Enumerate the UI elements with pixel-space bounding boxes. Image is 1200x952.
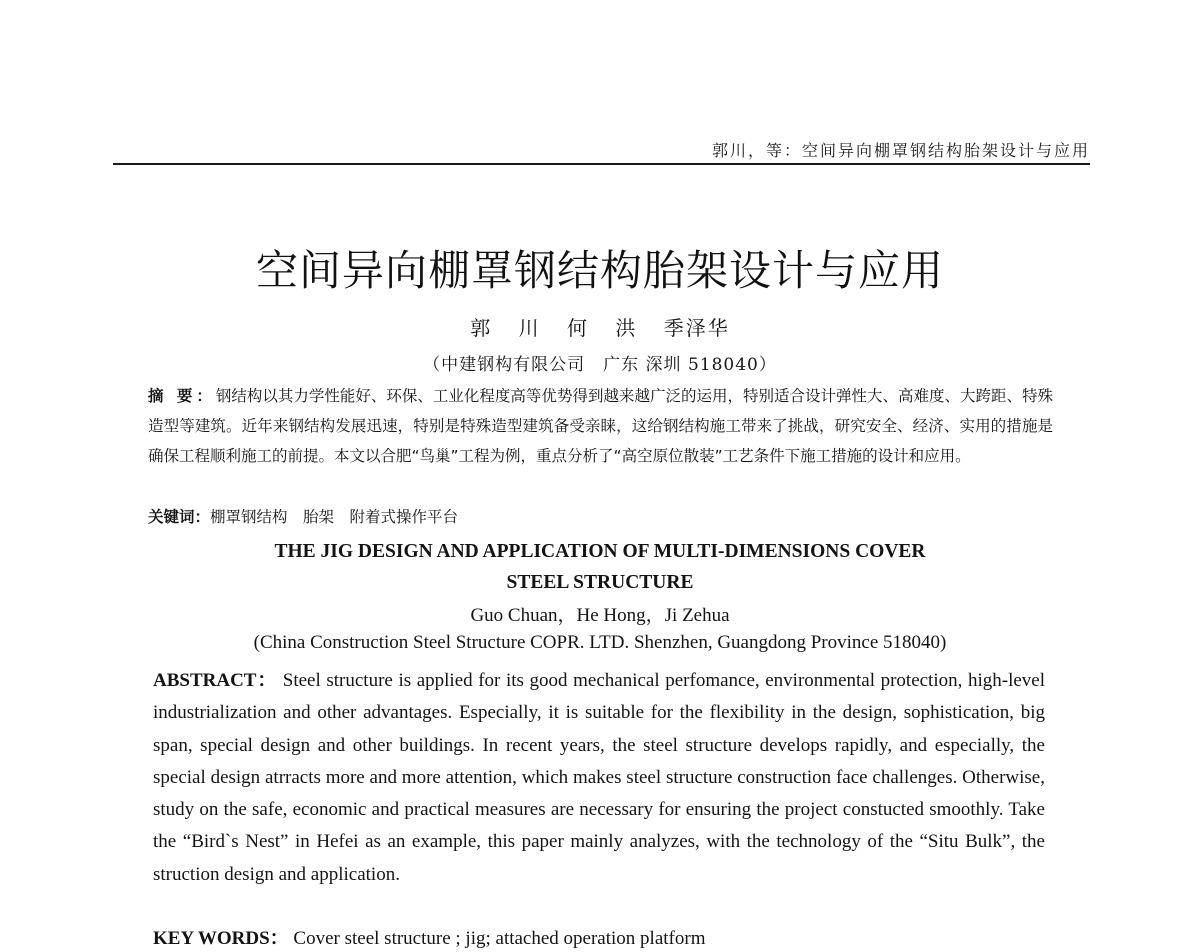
en-title — [0, 536, 1200, 598]
en-title-line1: THE JIG DESIGN AND APPLICATION OF MULTI-DIMENSIONS COVER — [274, 541, 926, 562]
en-abstract-label: ABSTRACT： — [153, 670, 278, 691]
cn-keywords — [148, 505, 458, 527]
en-keywords-text: Cover steel structure ; jig; attached operation platform — [293, 928, 706, 949]
en-abstract — [153, 665, 1045, 891]
cn-authors: 郭 川 何 洪 季泽华 — [470, 316, 730, 340]
cn-keywords-label: 关键词： — [148, 508, 211, 526]
running-header: 郭川，等：空间异向棚罩钢结构胎架设计与应用 — [711, 141, 1090, 160]
cn-keywords-text: 棚罩钢结构 胎架 附着式操作平台 — [210, 508, 459, 526]
en-abstract-text: Steel structure is applied for its good mechanical perfomance, environmental protection, high-level industrialization and other advantages. Especially, it is suitable for the flexibility in the design, sophistication, big span, special design and other buildings. In recent years, the steel structure develops rapidly, and especially, the special design atrracts more and more attention, which makes steel structure construction face challenges. Otherwise, study on the safe, economic and practical measures are necessary for ensuring the project constucted smoothly. Take the “Bird`s Nest” in Hefei as an example, this paper mainly analyzes, with the technology of the “Situ Bulk”, the struction design and application. — [153, 670, 1045, 885]
en-keywords-label: KEY WORDS： — [153, 928, 289, 949]
header-rule — [113, 163, 1090, 165]
en-keywords — [153, 923, 705, 950]
cn-affiliation: （中建钢构有限公司 广东 深圳 518040） — [423, 355, 777, 375]
cn-abstract — [148, 381, 1053, 471]
en-authors: Guo Chuan，He Hong，Ji Zehua — [470, 605, 730, 626]
cn-title: 空间异向棚罩钢结构胎架设计与应用 — [255, 246, 944, 295]
en-affiliation: (China Construction Steel Structure COPR. LTD. Shenzhen, Guangdong Province 518040) — [253, 632, 947, 653]
cn-abstract-label: 摘 要： — [148, 387, 216, 405]
en-title-line2: STEEL STRUCTURE — [506, 572, 694, 593]
cn-abstract-text: 钢结构以其力学性能好、环保、工业化程度高等优势得到越来越广泛的运用，特别适合设计弹性大、高难度、大跨距、特殊造型等建筑。近年来钢结构发展迅速，特别是特殊造型建筑备受亲睐，这给钢结构施工带来了挑战，研究安全、经济、实用的措施是确保工程顺利施工的前提。本文以合肥“鸟巢”工程为例，重点分析了“高空原位散装”工艺条件下施工措施的设计和应用。 — [148, 387, 1053, 465]
